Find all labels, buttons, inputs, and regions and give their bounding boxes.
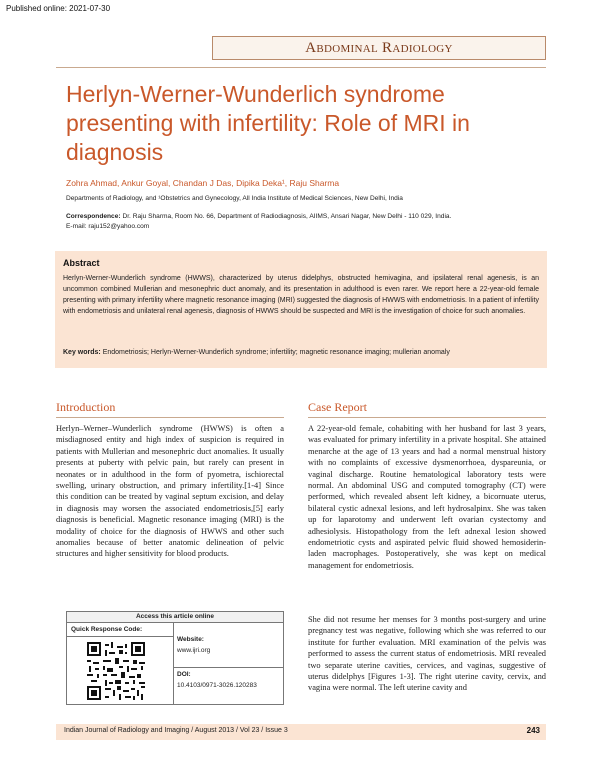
correspondence-email[interactable]: E-mail: raju152@yahoo.com bbox=[66, 223, 150, 230]
footer-citation: Indian Journal of Radiology and Imaging / August 2013 / Vol 23 / Issue 3 bbox=[64, 727, 288, 734]
access-heading: Access this article online bbox=[67, 612, 283, 623]
case-rule bbox=[308, 417, 546, 418]
case-heading: Case Report bbox=[308, 400, 367, 414]
intro-heading: Introduction bbox=[56, 400, 116, 414]
published-date: Published online: 2021-07-30 bbox=[6, 4, 111, 13]
banner-divider bbox=[56, 67, 546, 68]
abstract-box bbox=[55, 251, 547, 368]
page-number: 243 bbox=[526, 726, 540, 735]
access-divider bbox=[67, 636, 173, 637]
access-divider-2 bbox=[174, 667, 284, 668]
keywords bbox=[63, 349, 539, 356]
footer-band bbox=[56, 724, 546, 740]
correspondence bbox=[66, 212, 536, 232]
access-divider-vertical bbox=[173, 623, 174, 705]
access-box bbox=[66, 611, 284, 705]
article-title: Herlyn-Werner-Wunderlich syndrome presenting with infertility: Role of MRI in diagnosis bbox=[66, 81, 470, 165]
case-paragraph-1: A 22-year-old female, cohabiting with her husband for last 3 years, was evaluated for primary infertility in a private hospital. She attained menarche at the age of 13 years and had a normal menstrual history with no complaints of excessive dysmenorrhoea, dyspareunia, or vaginal discharge. Routine hematological laboratory tests were normal. An abdominal USG and computed tomography (CT) were performed, which revealed absent left kidney, a bicornuate uterus, bilateral cystic adnexal lesions, and left hydrosalpinx. She was taken up for laparotomy and underwent left ovarian cystectomy and adhesiolysis. Histopathology from the left adnexal lesion showed endometriotic cysts and aspirated pelvic fluid showed hemosiderin-laden macrophages. Postoperatively, she was kept on medical management for endometriosis. bbox=[308, 424, 546, 570]
qr-label: Quick Response Code: bbox=[71, 626, 143, 633]
correspondence-address: Dr. Raju Sharma, Room No. 66, Department of Radiodiagnosis, AIIMS, Ansari Nagar, New Delhi - 110 029, India. bbox=[122, 213, 452, 220]
abstract-text: Herlyn-Werner-Wunderlich syndrome (HWWS), characterized by uterus didelphys, obstructed hemivagina, and ipsilateral renal agenesis, is an uncommon combined Mullerian and mesonephric duct anomaly, and its presentation in adulthood is even rarer. We report here a 22-year-old female presenting with primary infertility where magnetic resonance imaging (MRI) suggested the diagnosis of HWWS with endometriosis. In a patient of infertility with endometriosis and unilateral renal agenesis, diagnosis of HWWS should be suspected and MRI is the investigation of choice for such anomalies. bbox=[63, 275, 539, 315]
doi-link[interactable]: 10.4103/0971-3026.120283 bbox=[177, 682, 257, 689]
correspondence-label: Correspondence: bbox=[66, 213, 121, 220]
case-paragraph-2: She did not resume her menses for 3 months post-surgery and urine pregnancy test was negative, following which she was referred to our institute for further evaluation. MRI examination of the pelvis was performed to assess the current status of endometriosis. MRI revealed two separate uterine cavities, cervices, and vaginas, suggestive of uterus didelphys [Figures 1-3]. The right uterine cavity, cervix, and vagina were normal. The left uterine cavity and bbox=[308, 615, 546, 693]
website-label: Website: bbox=[177, 636, 204, 643]
abstract-heading: Abstract bbox=[63, 258, 100, 268]
affiliation: Departments of Radiology, and ¹Obstetrics and Gynecology, All India Institute of Medical Sciences, New Delhi, India bbox=[66, 195, 403, 202]
intro-text: Herlyn–Werner–Wunderlich syndrome (HWWS) is often a misdiagnosed entity and high index of suspicion is required in patients with Mullerian and mesonephric duct anomalies. It usually presents at puberty with pelvic pain, but rarely can present in neonates or in adulthood in the form of pyometra, ischiorectal swelling, urinary obstruction, and primary infertility.[1-4] Since this condition can be treated by vaginal septum excision, and delay in diagnosis may worsen the associated endometriosis,[5] early diagnosis is beneficial. Magnetic resonance imaging (MRI) is the modality of choice for the diagnosis of HWWS and other such anomalies because of better anatomic delineation of pelvic structures and higher sensitivity for blood products. bbox=[56, 424, 284, 559]
authors: Zohra Ahmad, Ankur Goyal, Chandan J Das, Dipika Deka¹, Raju Sharma bbox=[66, 178, 340, 188]
intro-rule bbox=[56, 417, 284, 418]
keywords-text: Endometriosis; Herlyn-Werner-Wunderlich syndrome; infertility; magnetic resonance imaging; mullerian anomaly bbox=[102, 349, 450, 356]
section-label: Abdominal Radiology bbox=[305, 40, 453, 56]
keywords-label: Key words: bbox=[63, 349, 101, 356]
section-banner bbox=[212, 36, 546, 60]
doi-label: DOI: bbox=[177, 671, 191, 678]
website-link[interactable]: www.ijri.org bbox=[177, 647, 211, 654]
qr-code-icon[interactable] bbox=[87, 642, 145, 700]
